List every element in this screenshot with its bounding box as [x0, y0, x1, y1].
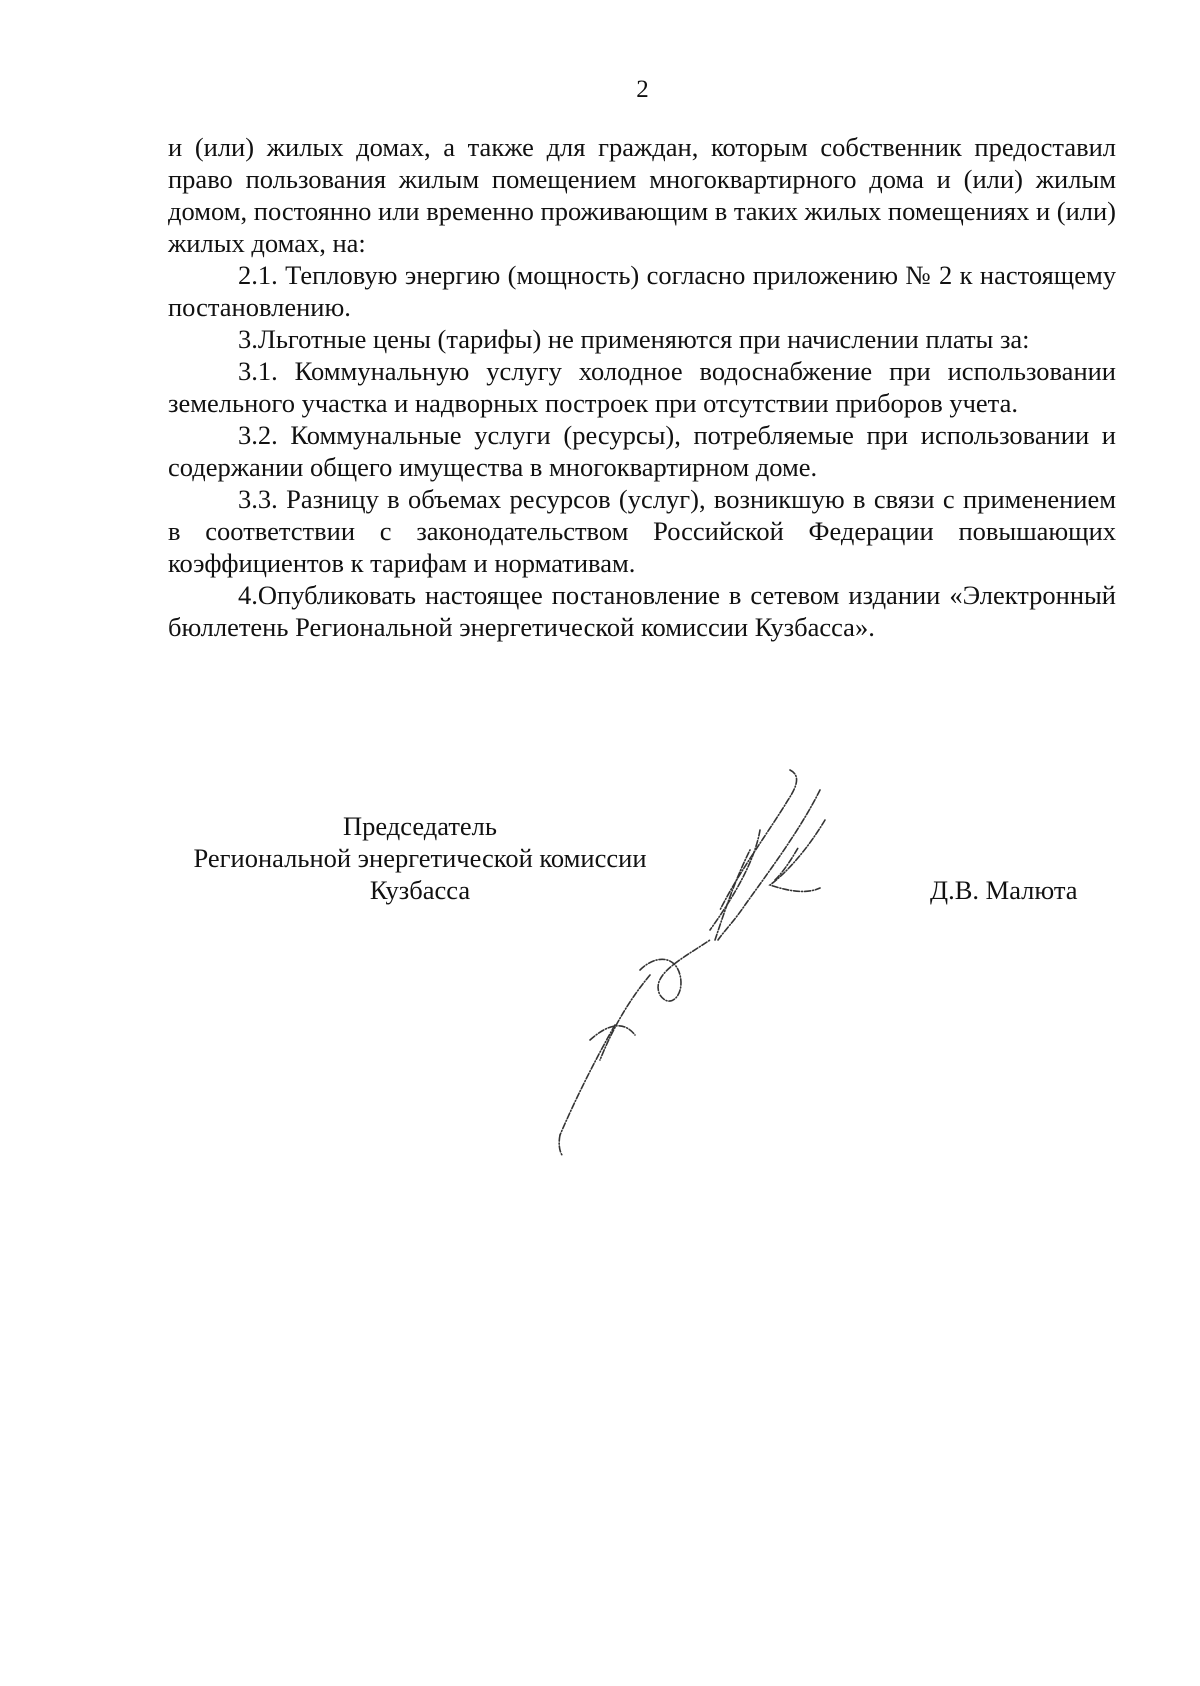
- document-body: [168, 131, 1116, 643]
- signatory-title-line: Кузбасса: [369, 875, 471, 905]
- paragraph-item-2-1: 2.1. Тепловую энергию (мощность) согласно приложению № 2 к настоящему постановлению.: [168, 260, 1116, 322]
- paragraph-item-3-2: 3.2. Коммунальные услуги (ресурсы), потребляемые при использовании и содержании общего имущества в многоквартирном доме.: [168, 420, 1116, 482]
- paragraph-item-3-3: 3.3. Разницу в объемах ресурсов (услуг), возникшую в связи с применением в соответствии с законодательством Российской Федерации повышающих коэффициентов к тарифам и нормативам.: [168, 484, 1116, 578]
- signatory-title-line: Региональной энергетической комиссии: [193, 843, 647, 873]
- signatory-title-line: Председатель: [343, 811, 497, 841]
- item-number: 3.: [238, 324, 258, 354]
- signatory-name: Д.В. Малюта: [930, 875, 1078, 905]
- item-number: 4.: [238, 580, 258, 610]
- paragraph-item-4: [168, 579, 1116, 643]
- item-text: Опубликовать настоящее постановление в сетевом издании «Электронный бюллетень Региональной энергетической комиссии Кузбасса».: [168, 580, 1116, 642]
- handwritten-signature-icon: [520, 760, 940, 1160]
- paragraph-item-3-1: 3.1. Коммунальную услугу холодное водоснабжение при использовании земельного участка и надворных построек при отсутствии приборов учета.: [168, 356, 1116, 418]
- paragraph-item-3: [168, 323, 1116, 355]
- item-text: Льготные цены (тарифы) не применяются при начислении платы за:: [257, 324, 1030, 354]
- page-number: 2: [636, 76, 649, 103]
- paragraph-intro: и (или) жилых домах, а также для граждан, которым собственник предоставил право пользования жилым помещением многоквартирного дома и (или) жилым домом, постоянно или временно проживающим в таких жилых помещениях и (или) жилых домах, на:: [168, 132, 1116, 258]
